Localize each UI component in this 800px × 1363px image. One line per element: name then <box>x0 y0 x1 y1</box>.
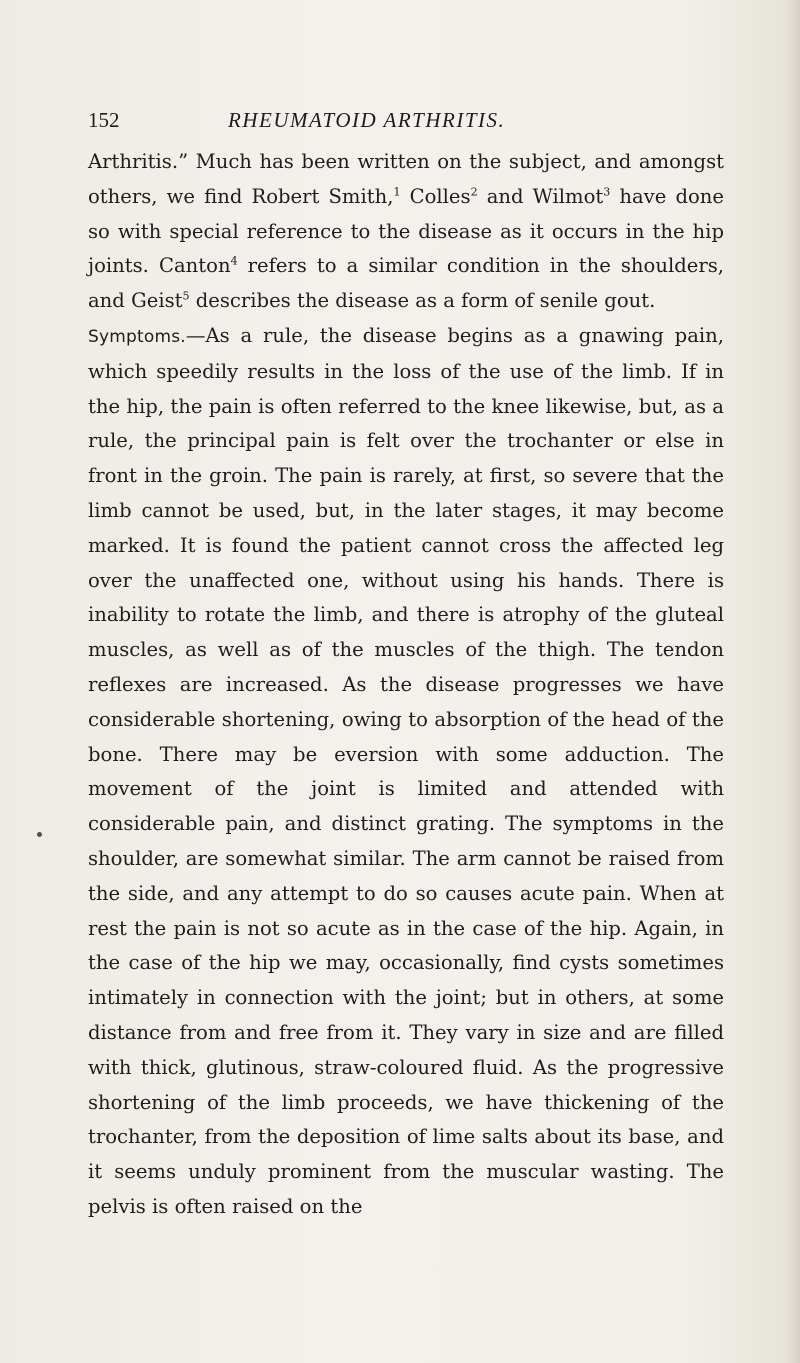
paragraph-text: Arthritis.” Much has been written on the subject, and amongst others, we find Robert Smith, <box>88 150 724 208</box>
section-heading: Symptoms. <box>88 326 186 347</box>
paragraph-text: Colles <box>400 184 471 208</box>
paragraph-text: have done so with special reference to the disease as it occurs in the hip joints. Canton <box>88 184 724 278</box>
page-number: 152 <box>88 108 120 132</box>
paragraph-text: describes the disease as a form of senile gout. <box>189 289 656 313</box>
paragraph-text: refers to a similar condition in the shoulders, and Geist <box>88 254 724 313</box>
footnote-marker: 5 <box>182 289 190 303</box>
page-edge-shadow <box>786 0 800 1363</box>
paragraph-symptoms <box>88 319 724 1225</box>
margin-mark <box>37 832 42 837</box>
footnote-marker: 4 <box>230 254 238 268</box>
page-header <box>88 108 728 142</box>
footnote-marker: 1 <box>393 185 401 199</box>
paragraph-intro <box>88 145 724 319</box>
footnote-marker: 3 <box>603 185 611 199</box>
paragraph-text: —As a rule, the disease begins as a gnawing pain, which speedily results in the loss of the use of the limb. If in the hip, the pain is often referred to the knee likewise, but, as a rule, the principal pain is felt over the trochanter or else in front in the groin. The pain is rarely, at first, so severe that the limb cannot be used, but, in the later stages, it may become marked. It is found the patient cannot cross the affected leg over the unaffected one, without using his hands. There is inability to rotate the limb, and there is atrophy of the gluteal muscles, as well as of the muscles of the thigh. The tendon reflexes are increased. As the disease progresses we have considerable shortening, owing to absorption of the head of the bone. There may be eversion with some adduction. The movement of the joint is limited and attended with considerable pain, and distinct grating. The symptoms in the shoulder, are somewhat similar. The arm cannot be raised from the side, and any attempt to do so causes acute pain. When at rest the pain is not so acute as in the case of the hip. Again, in the case of the hip we may, occasionally, find cysts sometimes intimately in connection with the joint; but in others, at some distance from and free from it. They vary in size and are filled with thick, glutinous, straw-coloured fluid. As the progressive shortening of the limb proceeds, we have thickening of the trochanter, from the deposition of lime salts about its base, and it seems unduly prominent from the muscular wasting. The pelvis is often raised on the <box>88 323 724 1218</box>
footnote-marker: 2 <box>470 185 478 199</box>
paragraph-text: and Wilmot <box>477 184 604 208</box>
running-title: RHEUMATOID ARTHRITIS. <box>228 108 506 132</box>
body-text <box>88 145 724 1225</box>
